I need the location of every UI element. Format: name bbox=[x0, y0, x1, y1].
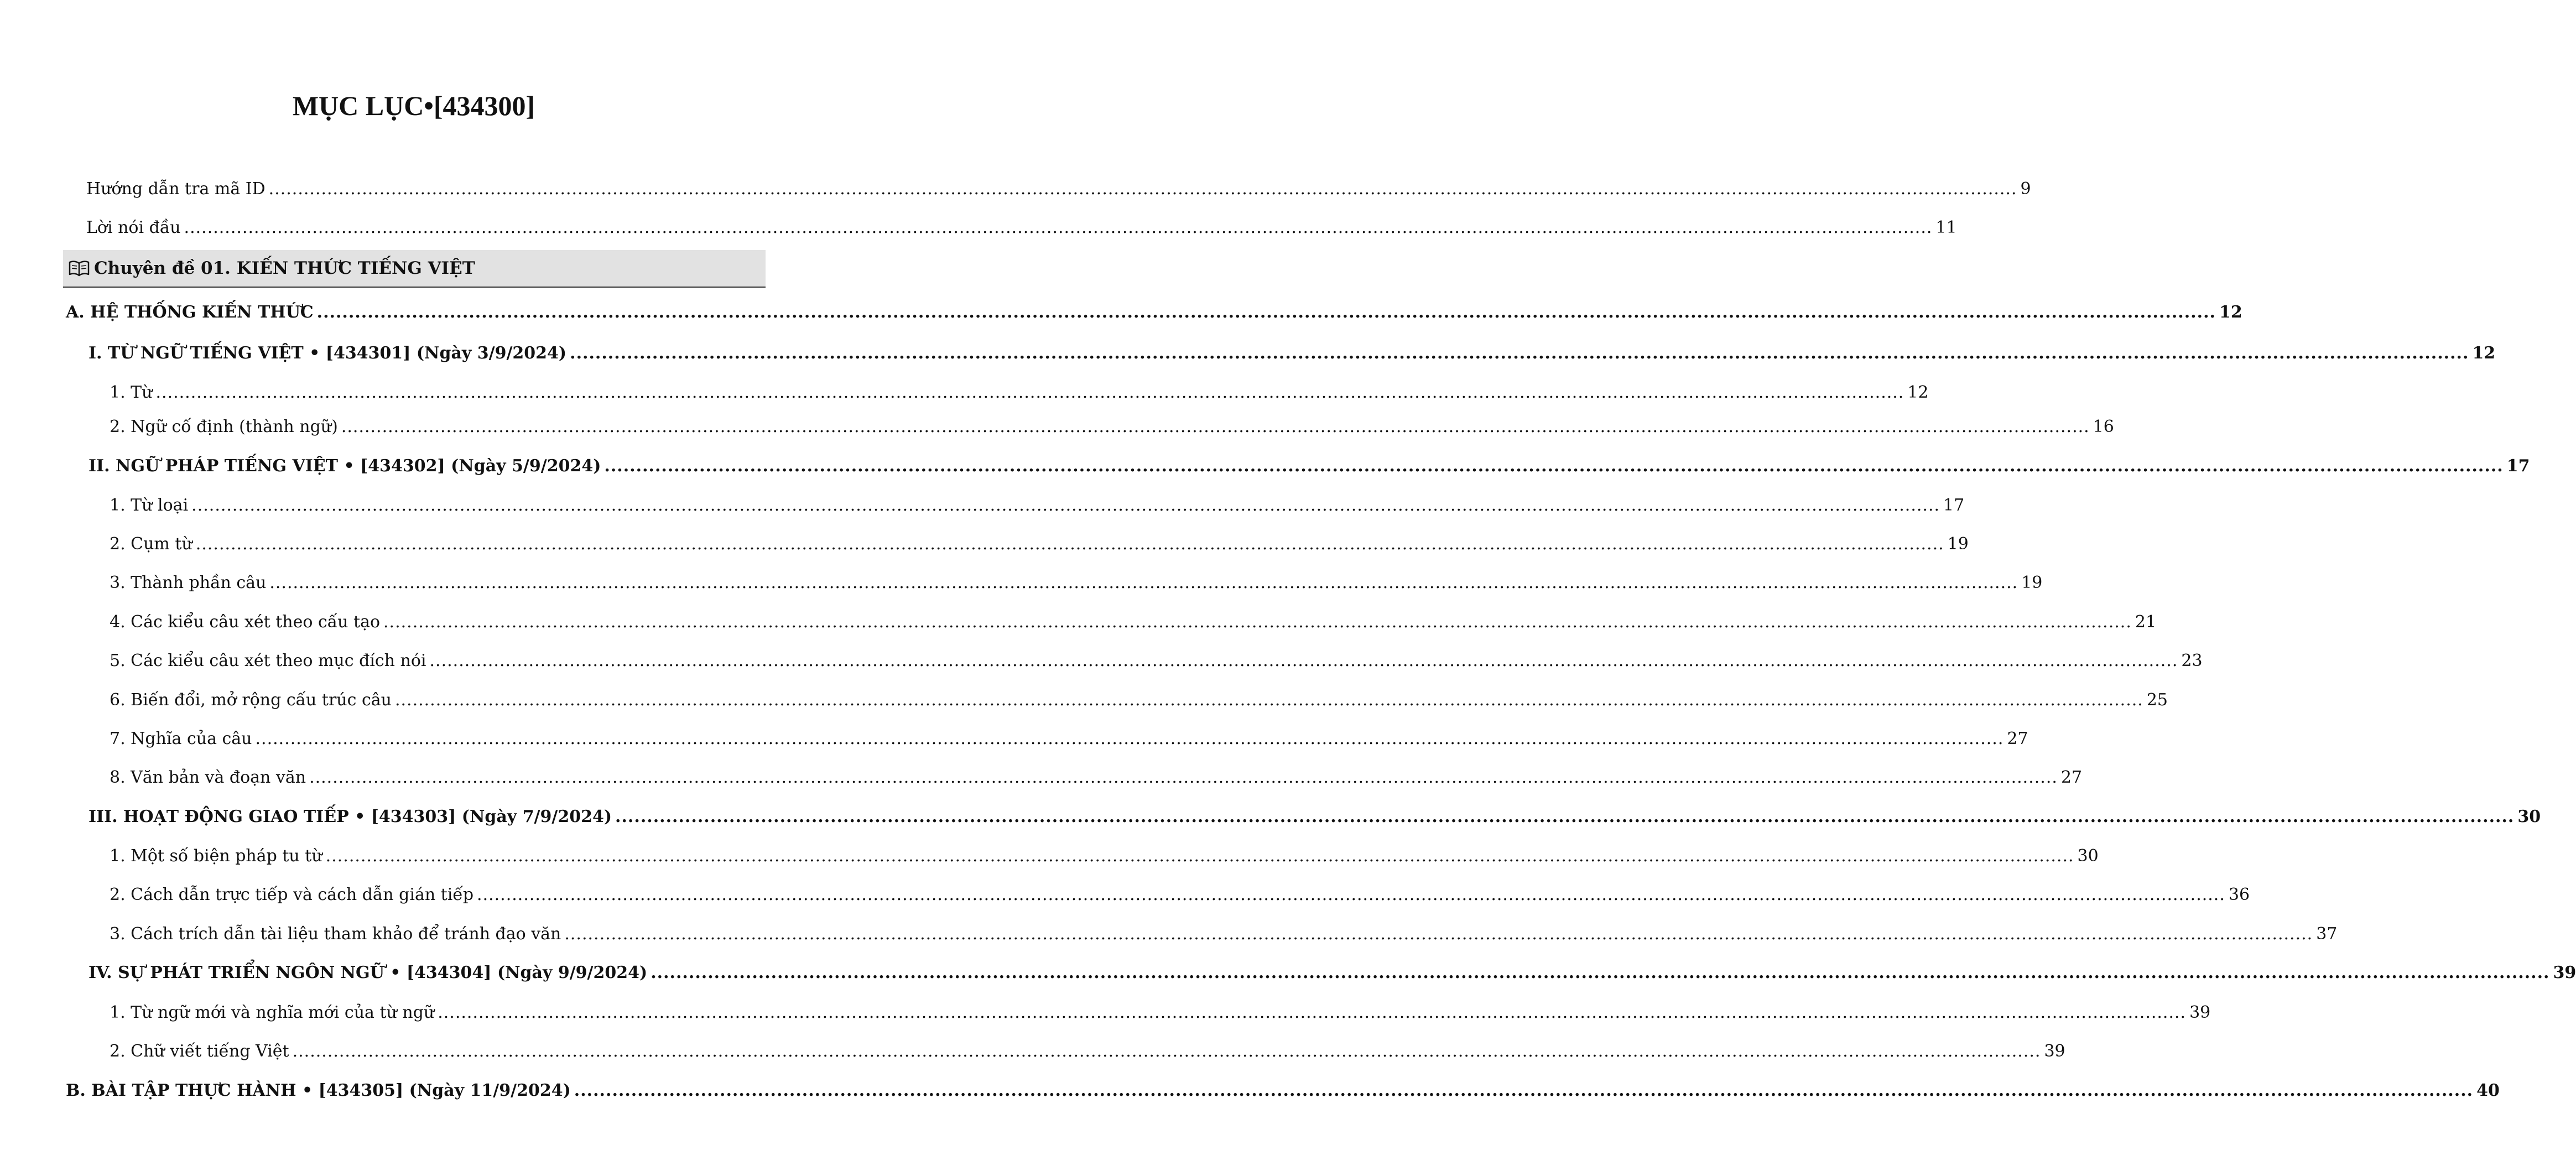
toc-entry-page: 17 bbox=[2506, 456, 2530, 476]
toc-entry[interactable] bbox=[110, 530, 1969, 554]
toc-entry-label: 5. Các kiểu câu xét theo mục đích nói bbox=[110, 651, 426, 670]
page-title: MỤC LỤC•[434300] bbox=[292, 90, 535, 121]
toc-entry-label: 4. Các kiểu câu xét theo cấu tạo bbox=[110, 612, 381, 632]
toc-entry-page: 12 bbox=[2472, 344, 2496, 363]
toc-leader-dots: ............................................................................................................................................................................................................................................................................................................ bbox=[383, 612, 2132, 632]
toc-entry[interactable] bbox=[110, 378, 1929, 403]
toc-entry-label: 8. Văn bản và đoạn văn bbox=[110, 768, 306, 787]
toc-leader-dots: ............................................................................................................................................................................................................................................................................................................ bbox=[155, 383, 1904, 402]
toc-entry[interactable] bbox=[66, 1076, 2500, 1101]
toc-entry-label: 1. Từ ngữ mới và nghĩa mới của từ ngữ bbox=[110, 1003, 435, 1022]
toc-leader-dots: ............................................................................................................................................................................................................................................................................................................ bbox=[292, 1042, 2041, 1061]
toc-entry[interactable] bbox=[110, 491, 1965, 516]
toc-entry[interactable] bbox=[110, 608, 2157, 632]
toc-entry[interactable] bbox=[110, 647, 2203, 671]
toc-entry[interactable] bbox=[110, 413, 2114, 437]
toc-entry-label: 6. Biến đổi, mở rộng cấu trúc câu bbox=[110, 690, 392, 710]
toc-entry[interactable] bbox=[110, 725, 2028, 749]
toc-entry-label: 2. Chữ viết tiếng Việt bbox=[110, 1042, 289, 1061]
open-book-icon bbox=[69, 260, 90, 277]
toc-entry-page: 27 bbox=[2007, 729, 2028, 748]
toc-entry[interactable] bbox=[89, 339, 2496, 363]
chapter-heading bbox=[63, 250, 766, 288]
toc-entry-page: 39 bbox=[2044, 1042, 2065, 1061]
toc-entry-page: 39 bbox=[2189, 1003, 2211, 1022]
toc-leader-dots: ............................................................................................................................................................................................................................................................................................................ bbox=[341, 417, 2090, 436]
toc-entry-page: 12 bbox=[2219, 303, 2242, 322]
toc-entry-page: 27 bbox=[2060, 768, 2083, 787]
toc-entry-page: 12 bbox=[1907, 383, 1929, 402]
toc-entry-label: 1. Từ loại bbox=[110, 496, 189, 515]
toc-entry-label: 7. Nghĩa của câu bbox=[110, 729, 252, 748]
toc-entry-label: A. HỆ THỐNG KIẾN THỨC bbox=[66, 303, 314, 322]
toc-entry-label: 3. Thành phần câu bbox=[110, 573, 267, 592]
toc-entry-label: Hướng dẫn tra mã ID bbox=[86, 179, 266, 199]
toc-entry[interactable] bbox=[86, 214, 1957, 238]
toc-entry-label: II. NGỮ PHÁP TIẾNG VIỆT • [434302] (Ngày 5/9/2024) bbox=[89, 456, 601, 476]
toc-leader-dots: ............................................................................................................................................................................................................................................................................................................ bbox=[604, 456, 2504, 476]
toc-leader-dots: ............................................................................................................................................................................................................................................................................................................ bbox=[570, 344, 2469, 363]
toc-entry-page: 23 bbox=[2181, 651, 2203, 670]
toc-entry-page: 36 bbox=[2228, 885, 2250, 904]
toc-entry[interactable] bbox=[89, 959, 2576, 983]
toc-entry-page: 11 bbox=[1935, 218, 1957, 237]
toc-leader-dots: ............................................................................................................................................................................................................................................................................................................ bbox=[438, 1003, 2187, 1022]
toc-leader-dots: ............................................................................................................................................................................................................................................................................................................ bbox=[184, 218, 1933, 237]
toc-leader-dots: ............................................................................................................................................................................................................................................................................................................ bbox=[650, 963, 2550, 982]
toc-leader-dots: ............................................................................................................................................................................................................................................................................................................ bbox=[574, 1081, 2474, 1100]
toc-entry[interactable] bbox=[110, 763, 2083, 788]
toc-leader-dots: ............................................................................................................................................................................................................................................................................................................ bbox=[477, 885, 2225, 904]
toc-entry-label: IV. SỰ PHÁT TRIỂN NGÔN NGỮ • [434304] (Ngày 9/9/2024) bbox=[89, 963, 648, 982]
toc-entry-label: 2. Cụm từ bbox=[110, 534, 192, 554]
toc-entry-label: Lời nói đầu bbox=[86, 218, 181, 237]
toc-entry-label: 1. Từ bbox=[110, 383, 153, 402]
toc-leader-dots: ............................................................................................................................................................................................................................................................................................................ bbox=[268, 179, 2017, 199]
toc-entry-label: 2. Cách dẫn trực tiếp và cách dẫn gián tiếp bbox=[110, 885, 474, 904]
toc-entry[interactable] bbox=[110, 842, 2099, 866]
toc-entry-label: 3. Cách trích dẫn tài liệu tham khảo để tránh đạo văn bbox=[110, 924, 561, 944]
toc-leader-dots: ............................................................................................................................................................................................................................................................................................................ bbox=[309, 768, 2058, 787]
toc-leader-dots: ............................................................................................................................................................................................................................................................................................................ bbox=[325, 846, 2074, 866]
toc-leader-dots: ............................................................................................................................................................................................................................................................................................................ bbox=[191, 496, 1940, 515]
toc-entry-page: 17 bbox=[1943, 496, 1965, 515]
toc-entry[interactable] bbox=[66, 298, 2242, 322]
toc-entry-page: 19 bbox=[2021, 573, 2043, 592]
toc-entry[interactable] bbox=[89, 803, 2541, 827]
toc-entry-page: 30 bbox=[2517, 807, 2541, 826]
toc-leader-dots: ............................................................................................................................................................................................................................................................................................................ bbox=[316, 303, 2216, 322]
toc-entry-label: 1. Một số biện pháp tu từ bbox=[110, 846, 322, 866]
toc-entry-page: 39 bbox=[2553, 963, 2576, 982]
toc-entry[interactable] bbox=[110, 998, 2211, 1023]
toc-leader-dots: ............................................................................................................................................................................................................................................................................................................ bbox=[255, 729, 2004, 748]
toc-entry-page: 25 bbox=[2146, 690, 2168, 710]
toc-leader-dots: ............................................................................................................................................................................................................................................................................................................ bbox=[564, 924, 2313, 944]
toc-entry[interactable] bbox=[86, 175, 2031, 199]
toc-entry-page: 9 bbox=[2020, 179, 2031, 199]
toc-entry[interactable] bbox=[110, 881, 2250, 905]
toc-leader-dots: ............................................................................................................................................................................................................................................................................................................ bbox=[429, 651, 2178, 670]
toc-entry-page: 40 bbox=[2476, 1081, 2500, 1100]
toc-entry-page: 37 bbox=[2316, 924, 2338, 944]
toc-entry-page: 30 bbox=[2077, 846, 2099, 866]
toc-leader-dots: ............................................................................................................................................................................................................................................................................................................ bbox=[195, 534, 1944, 554]
toc-entry-label: B. BÀI TẬP THỰC HÀNH • [434305] (Ngày 11/9/2024) bbox=[66, 1081, 571, 1100]
toc-leader-dots: ............................................................................................................................................................................................................................................................................................................ bbox=[615, 807, 2515, 826]
toc-entry-page: 16 bbox=[2093, 417, 2114, 436]
toc-entry-label: I. TỪ NGỮ TIẾNG VIỆT • [434301] (Ngày 3/9/2024) bbox=[89, 344, 567, 363]
toc-entry[interactable] bbox=[110, 686, 2168, 710]
toc-entry[interactable] bbox=[110, 920, 2338, 944]
toc-entry-page: 19 bbox=[1947, 534, 1969, 554]
toc-entry-label: III. HOẠT ĐỘNG GIAO TIẾP • [434303] (Ngày 7/9/2024) bbox=[89, 807, 612, 826]
toc-leader-dots: ............................................................................................................................................................................................................................................................................................................ bbox=[269, 573, 2018, 592]
toc-entry[interactable] bbox=[110, 569, 2043, 593]
toc-entry-page: 21 bbox=[2135, 612, 2157, 632]
toc-entry-label: 2. Ngữ cố định (thành ngữ) bbox=[110, 417, 338, 436]
toc-leader-dots: ............................................................................................................................................................................................................................................................................................................ bbox=[394, 690, 2143, 710]
chapter-label: Chuyên đề 01. KIẾN THỨC TIẾNG VIỆT bbox=[94, 258, 475, 278]
toc-entry[interactable] bbox=[89, 452, 2530, 476]
toc-entry[interactable] bbox=[110, 1037, 2065, 1061]
